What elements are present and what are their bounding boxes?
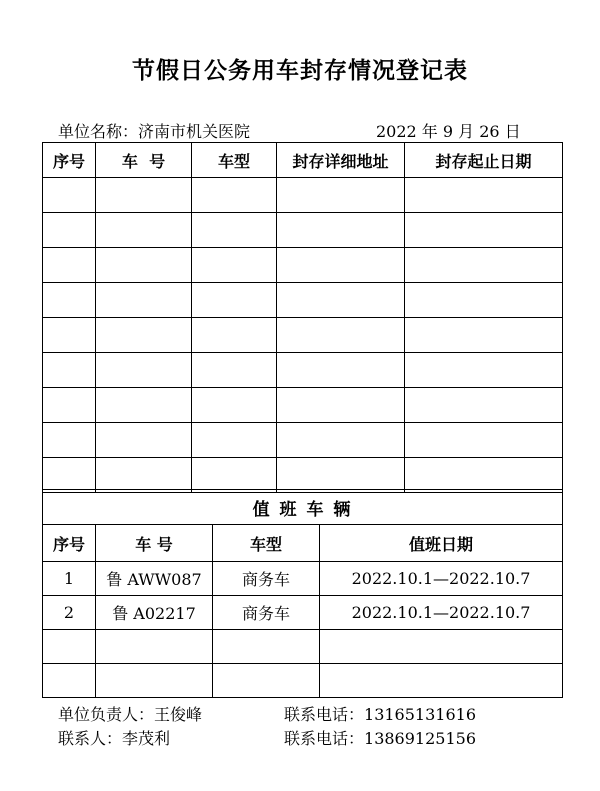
duty-section-title: 值 班 车 辆 [43,490,563,525]
col-header-plate: 车 号 [96,525,213,562]
duty-period: 2022.10.1—2022.10.7 [320,596,563,630]
col-header-duty-date: 值班日期 [320,525,563,562]
leader-line [58,702,202,725]
table-row [43,630,563,664]
table-cell [43,248,96,283]
table-cell [277,178,405,213]
table-cell [96,178,192,213]
table-row [43,664,563,698]
col-header-index: 序号 [43,143,96,178]
table-cell [277,353,405,388]
table-header-row [43,143,563,178]
table-cell [96,283,192,318]
table-cell [405,318,563,353]
sealed-table-body [43,178,563,493]
table-cell [405,248,563,283]
contact-line [58,726,170,749]
sealed-vehicles-table [42,142,563,493]
col-header-index: 序号 [43,525,96,562]
table-row [43,458,563,493]
table-row [43,248,563,283]
unit-name: 济南市机关医院 [138,122,251,141]
col-header-model: 车型 [192,143,277,178]
duty-vehicles-table [42,489,563,698]
table-cell [277,213,405,248]
table-cell [405,178,563,213]
table-row [43,178,563,213]
contact-phone-label: 联系电话： [284,729,365,748]
col-header-plate: 车 号 [96,143,192,178]
table-cell [43,283,96,318]
table-cell [96,213,192,248]
table-cell [192,318,277,353]
table-cell [43,213,96,248]
table-cell [405,283,563,318]
leader-phone-label: 联系电话： [284,705,365,724]
table-cell [277,423,405,458]
duty-section-row [43,490,563,525]
vehicle-model [213,664,320,698]
plate-number [96,664,213,698]
table-row [43,213,563,248]
leader-phone-line [284,702,476,725]
plate-number: 鲁 AWW087 [96,562,213,596]
duty-table-body [43,562,563,698]
table-row [43,562,563,596]
table-cell [277,318,405,353]
col-header-period: 封存起止日期 [405,143,563,178]
table-cell [43,178,96,213]
table-cell [96,248,192,283]
table-row [43,423,563,458]
duty-period [320,664,563,698]
table-cell [192,178,277,213]
table-row [43,318,563,353]
page-title: 节假日公务用车封存情况登记表 [132,58,468,84]
table-cell [192,283,277,318]
contact-phone-line [284,726,476,749]
table-cell [277,458,405,493]
table-cell [43,423,96,458]
vehicle-model: 商务车 [213,562,320,596]
contact-name: 李茂利 [122,729,171,748]
contact-label: 联系人： [58,729,123,748]
table-header-row [43,525,563,562]
table-cell [43,388,96,423]
row-index [43,664,96,698]
table-cell [405,423,563,458]
unit-name-line [58,119,250,142]
table-cell [192,248,277,283]
table-cell [192,388,277,423]
table-cell [96,318,192,353]
table-cell [96,353,192,388]
table-cell [277,283,405,318]
leader-phone: 13165131616 [364,705,476,724]
row-index [43,630,96,664]
table-cell [192,353,277,388]
col-header-model: 车型 [213,525,320,562]
plate-number [96,630,213,664]
table-cell [43,318,96,353]
table-cell [277,248,405,283]
form-date: 2022 年 9 月 26 日 [376,122,521,141]
leader-label: 单位负责人： [58,705,155,724]
table-cell [405,213,563,248]
table-cell [43,353,96,388]
row-index: 1 [43,562,96,596]
table-cell [43,458,96,493]
leader-name: 王俊峰 [154,705,203,724]
table-cell [405,458,563,493]
table-cell [405,388,563,423]
plate-number: 鲁 A02217 [96,596,213,630]
table-row [43,353,563,388]
table-cell [192,423,277,458]
duty-period [320,630,563,664]
table-cell [96,458,192,493]
contact-phone: 13869125156 [364,729,476,748]
vehicle-model: 商务车 [213,596,320,630]
unit-label: 单位名称： [58,122,139,141]
table-row [43,388,563,423]
table-cell [96,388,192,423]
table-row [43,596,563,630]
col-header-address: 封存详细地址 [277,143,405,178]
table-cell [96,423,192,458]
table-cell [405,353,563,388]
row-index: 2 [43,596,96,630]
vehicle-model [213,630,320,664]
table-row [43,283,563,318]
duty-period: 2022.10.1—2022.10.7 [320,562,563,596]
table-cell [192,458,277,493]
table-cell [277,388,405,423]
table-cell [192,213,277,248]
